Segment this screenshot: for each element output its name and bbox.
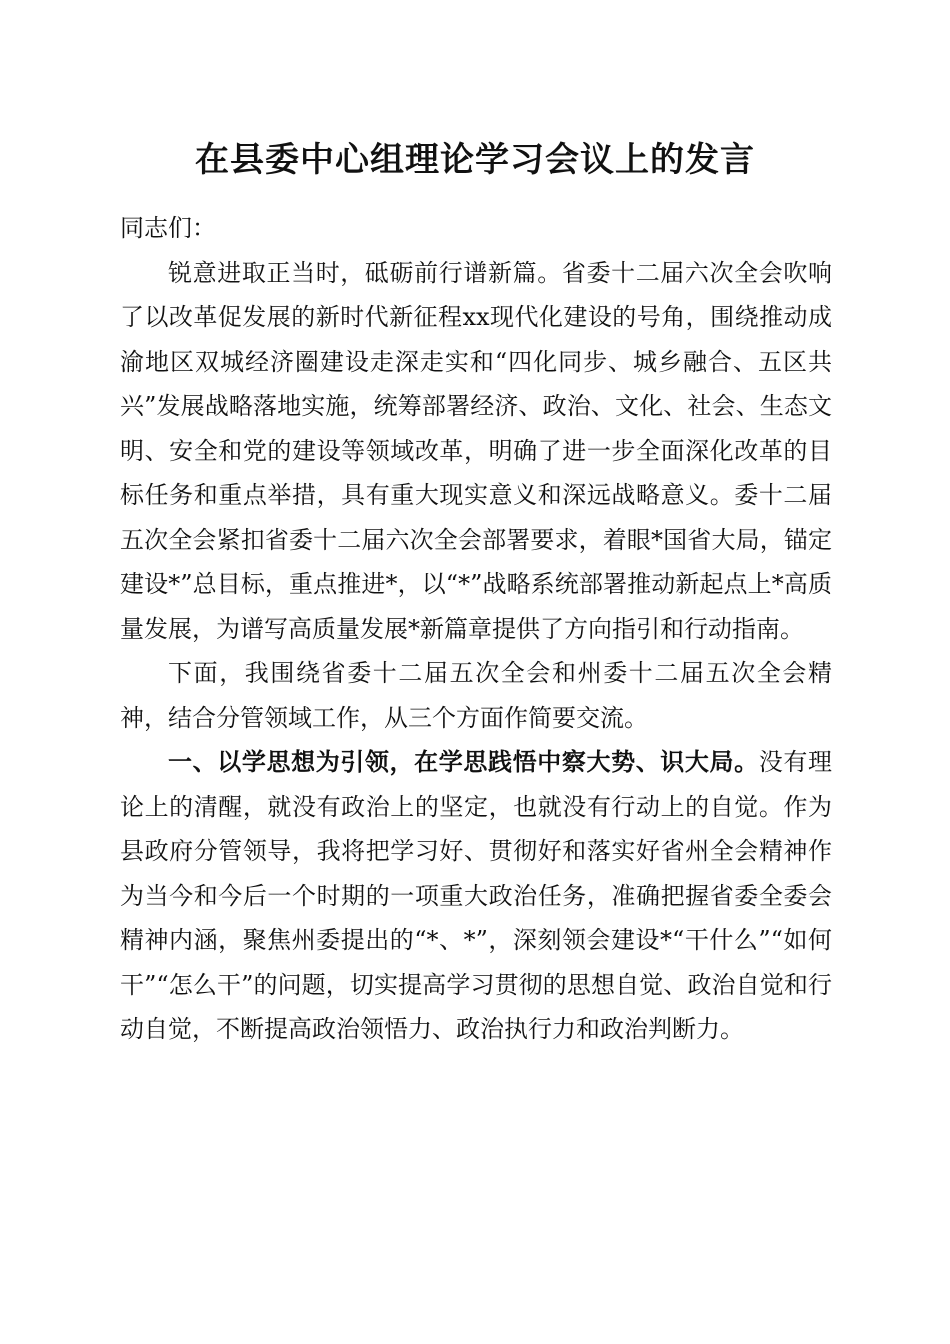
paragraph-text: 锐意进取正当时，砥砺前行谱新篇。省委十二届六次全会吹响了以改革促发展的新时代新征程xx现代化建设的号角，围绕推动成渝地区双城经济圈建设走深走实和“四化同步、城乡融合、五区共兴”发展战略落地实施，统筹部署经济、政治、文化、社会、生态文明、安全和党的建设等领域改革，明确了进一步全面深化改革的目标任务和重点举措，具有重大现实意义和深远战略意义。委十二届五次全会紧扣省委十二届六次全会部署要求，着眼*国省大局，锚定建设*”总目标，重点推进*，以“*”战略系统部署推动新起点上*高质量发展，为谱写高质量发展*新篇章提供了方向指引和行动指南。 <box>120 258 832 643</box>
salutation: 同志们： <box>120 214 216 242</box>
paragraph-text: 没有理论上的清醒，就没有政治上的坚定，也就没有行动上的自觉。作为县政府分管领导，我将把学习好、贯彻好和落实好省州全会精神作为当今和今后一个时期的一项重大政治任务，准确把握省委全委会精神内涵，聚焦州委提出的“*、*”，深刻领会建设*“干什么”“如何干”“怎么干”的问题，切实提高学习贯彻的思想自觉、政治自觉和行动自觉，不断提高政治领悟力、政治执行力和政治判断力。 <box>120 748 833 1043</box>
document-body <box>120 206 832 1052</box>
document-title: 在县委中心组理论学习会议上的发言 <box>195 140 755 180</box>
section-heading: 一、以学思想为引领，在学思践悟中察大势、识大局。 <box>168 747 759 776</box>
paragraph-introduction <box>120 651 832 740</box>
paragraph-text: 下面，我围绕省委十二届五次全会和州委十二届五次全会精神，结合分管领域工作，从三个方面作简要交流。 <box>120 659 832 732</box>
paragraph-opening <box>120 251 832 652</box>
paragraph-section-one <box>120 740 832 1052</box>
